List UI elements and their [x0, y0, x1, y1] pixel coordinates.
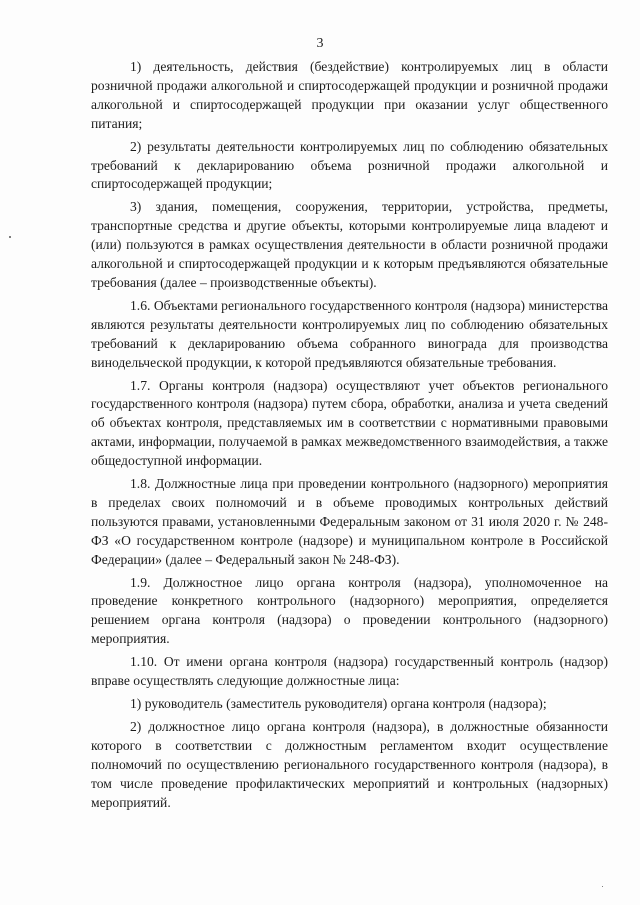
paragraph-1-9: 1.9. Должностное лицо органа контроля (надзора), уполномоченное на проведение конкретного контрольного (надзорного) мероприятия, определяется решением органа контроля (надзора) о проведении контрольного (надзорного) мероприятия. [91, 574, 608, 647]
document-body [91, 58, 608, 816]
scan-speck [9, 236, 11, 238]
paragraph-official-2: 2) должностное лицо органа контроля (надзора), в должностные обязанности которого в соответствии с должностным регламентом входит осуществление полномочий по осуществлению регионального государственного контроля (надзора), в том числе проведение профилактических мероприятий и контрольных (надзорных) мероприятий. [91, 718, 608, 810]
paragraph-item-3: 3) здания, помещения, сооружения, территории, устройства, предметы, транспортные средства и другие объекты, которыми контролируемые лица владеют и (или) пользуются в рамках осуществления деятельности в области розничной продажи алкогольной и спиртосодержащей продукции и к которым предъявляются обязательные требования (далее – производственные объекты). [91, 199, 608, 290]
paragraph-item-2: 2) результаты деятельности контролируемых лиц по соблюдению обязательных требований к декларированию объема розничной продажи алкогольной и спиртосодержащей продукции; [91, 138, 608, 192]
paragraph-1-7: 1.7. Органы контроля (надзора) осуществляют учет объектов регионального государственного контроля (надзора) путем сбора, обработки, анализа и учета сведений об объектах контроля, представляемых им в соответствии с нормативными правовыми актами, информации, получаемой в рамках межведомственного взаимодействия, а также общедоступной информации. [91, 377, 608, 469]
paragraph-official-1: 1) руководитель (заместитель руководителя) органа контроля (надзора); [130, 696, 547, 711]
paragraph-1-6: 1.6. Объектами регионального государственного контроля (надзора) министерства являются результаты деятельности контролируемых лиц по соблюдению обязательных требований к декларированию объема собранного винограда для производства винодельческой продукции, к которой предъявляются обязательные требования. [91, 297, 608, 370]
page-number: 3 [316, 36, 324, 51]
paragraph-1-8: 1.8. Должностные лица при проведении контрольного (надзорного) мероприятия в пределах своих полномочий и в объеме проводимых контрольных действий пользуются правами, установленными Федеральным законом от 31 июля 2020 г. № 248-ФЗ «О государственном контроле (надзоре) и муниципальном контроле в Российской Федерации» (далее – Федеральный закон № 248-ФЗ). [91, 476, 608, 567]
paragraph-1-10: 1.10. От имени органа контроля (надзора) государственный контроль (надзор) вправе осуществлять следующие должностные лица: [91, 654, 608, 689]
paragraph-item-1: 1) деятельность, действия (бездействие) контролируемых лиц в области розничной продажи алкогольной и спиртосодержащей продукции и розничной продажи алкогольной и спиртосодержащей продукции при оказании услуг общественного питания; [91, 59, 608, 131]
scan-speck [602, 886, 603, 887]
